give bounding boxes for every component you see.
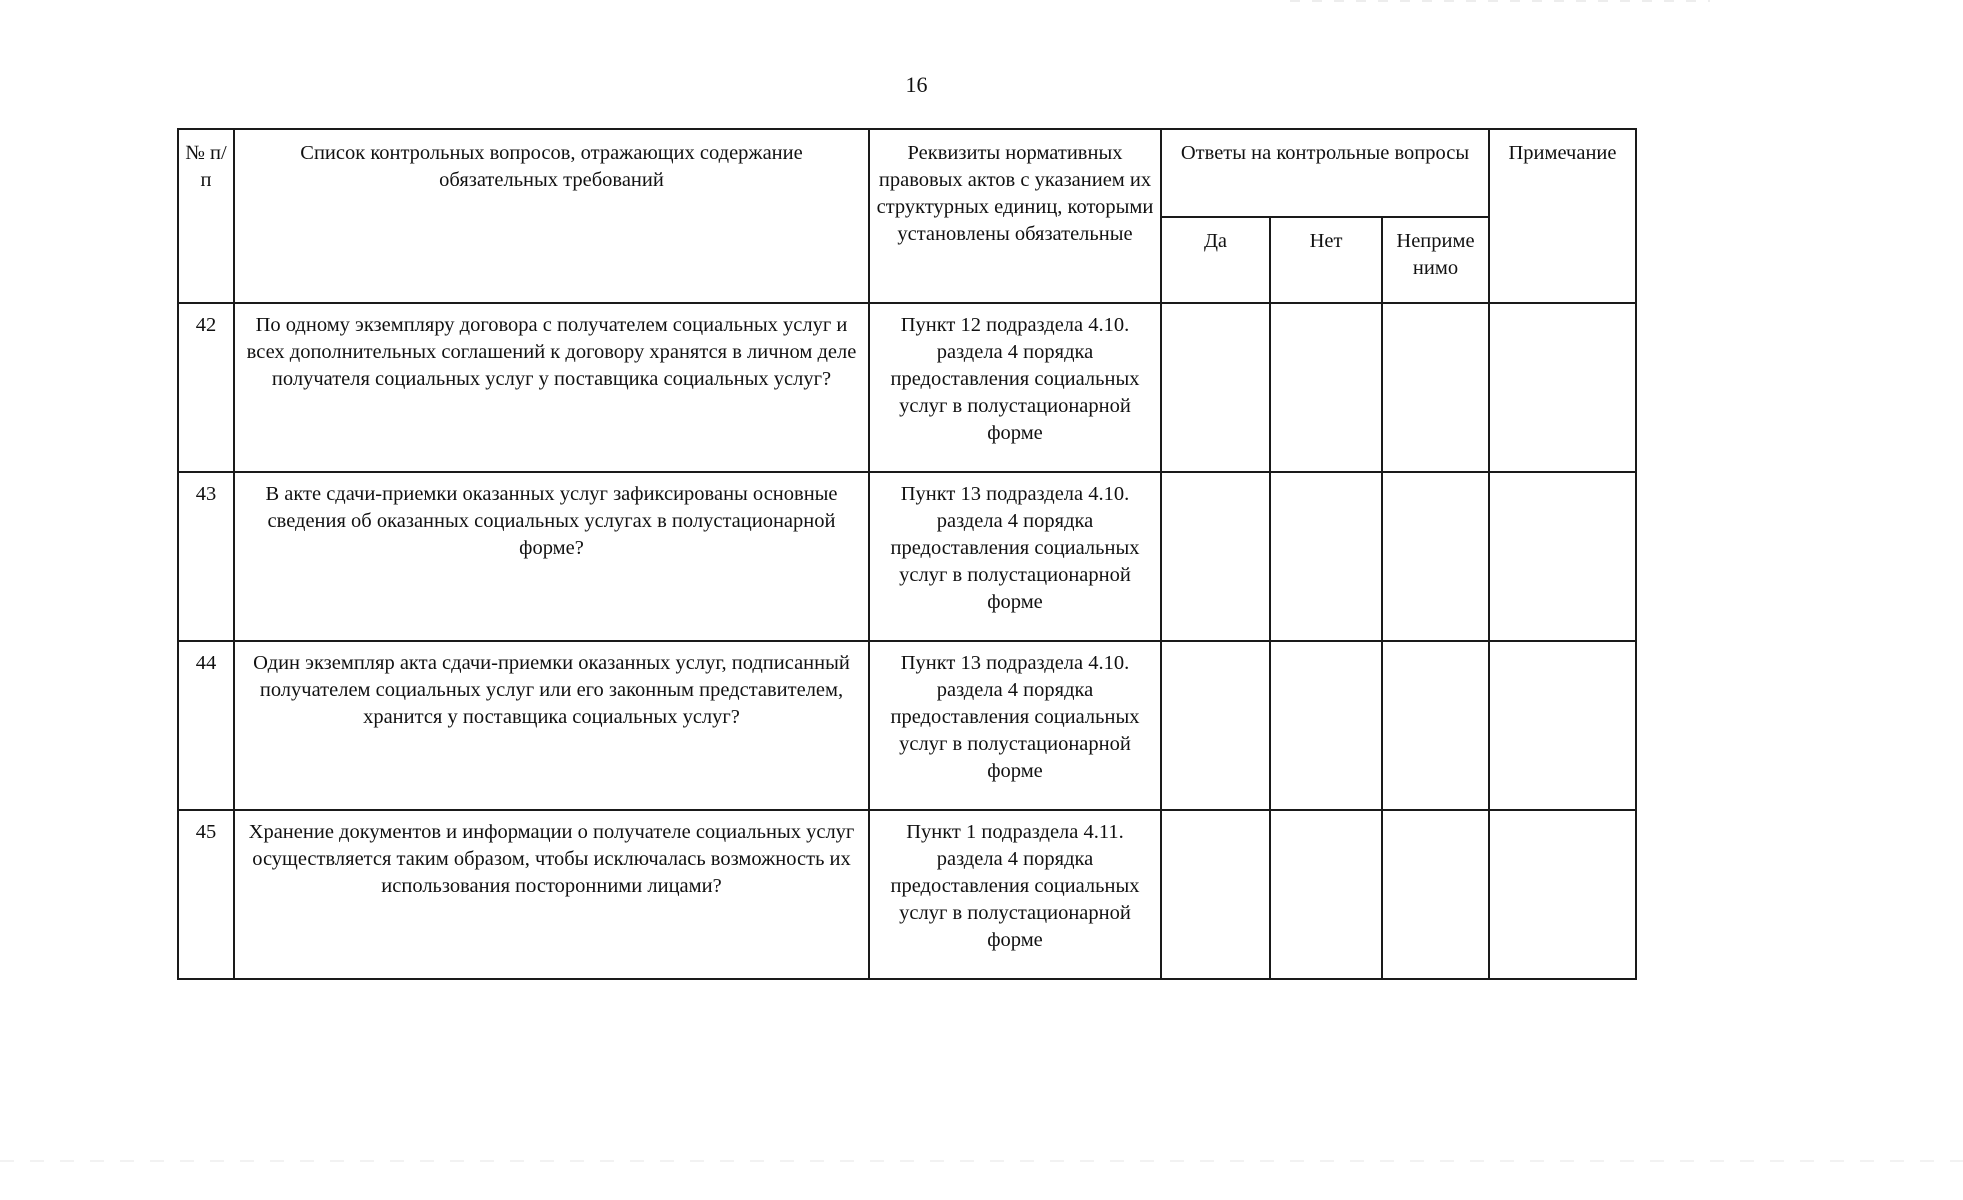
row-number: 44 bbox=[178, 641, 234, 810]
row-question: По одному экземпляру договора с получателем социальных услуг и всех дополнительных соглашений к договору хранятся в личном деле получателя социальных услуг у поставщика социальных услуг? bbox=[234, 303, 869, 472]
answer-yes-cell bbox=[1161, 303, 1270, 472]
page-number: 16 bbox=[905, 72, 928, 97]
row-number: 45 bbox=[178, 810, 234, 979]
answer-na-cell bbox=[1382, 641, 1489, 810]
header-no: Нет bbox=[1270, 217, 1382, 303]
row-reference: Пункт 12 подраздела 4.10. раздела 4 порядка предоставления социальных услуг в полустационарной форме bbox=[869, 303, 1161, 472]
row-number: 42 bbox=[178, 303, 234, 472]
header-answers: Ответы на контрольные вопросы bbox=[1161, 129, 1489, 217]
table-row bbox=[178, 303, 1636, 472]
note-cell bbox=[1489, 810, 1636, 979]
header-note: Примечание bbox=[1489, 129, 1636, 303]
row-reference: Пункт 13 подраздела 4.10. раздела 4 порядка предоставления социальных услуг в полустационарной форме bbox=[869, 641, 1161, 810]
row-number: 43 bbox=[178, 472, 234, 641]
header-norm-text: Реквизиты нормативных правовых актов с указанием их структурных единиц, которыми установлены обязательные bbox=[876, 142, 1154, 245]
table-row bbox=[178, 641, 1636, 810]
note-cell bbox=[1489, 641, 1636, 810]
answer-na-cell bbox=[1382, 810, 1489, 979]
answer-yes-cell bbox=[1161, 472, 1270, 641]
note-cell bbox=[1489, 303, 1636, 472]
row-question: В акте сдачи-приемки оказанных услуг зафиксированы основные сведения об оказанных социальных услугах в полустационарной форме? bbox=[234, 472, 869, 641]
checklist-table bbox=[177, 128, 1637, 980]
header-norm bbox=[869, 129, 1161, 303]
header-na: Неприме нимо bbox=[1382, 217, 1489, 303]
answer-na-cell bbox=[1382, 303, 1489, 472]
answer-yes-cell bbox=[1161, 641, 1270, 810]
header-question: Список контрольных вопросов, отражающих содержание обязательных требований bbox=[234, 129, 869, 303]
scan-artifact-bottom bbox=[0, 1160, 1963, 1162]
header-yes: Да bbox=[1161, 217, 1270, 303]
answer-no-cell bbox=[1270, 303, 1382, 472]
scan-artifact-top bbox=[1290, 0, 1710, 2]
answer-no-cell bbox=[1270, 641, 1382, 810]
answer-na-cell bbox=[1382, 472, 1489, 641]
header-row bbox=[178, 129, 1636, 217]
row-reference: Пункт 1 подраздела 4.11. раздела 4 порядка предоставления социальных услуг в полустационарной форме bbox=[869, 810, 1161, 979]
table-row bbox=[178, 810, 1636, 979]
header-num: № п/п bbox=[178, 129, 234, 303]
answer-yes-cell bbox=[1161, 810, 1270, 979]
table-row bbox=[178, 472, 1636, 641]
answer-no-cell bbox=[1270, 810, 1382, 979]
row-question: Хранение документов и информации о получателе социальных услуг осуществляется таким образом, чтобы исключалась возможность их использования посторонними лицами? bbox=[234, 810, 869, 979]
note-cell bbox=[1489, 472, 1636, 641]
answer-no-cell bbox=[1270, 472, 1382, 641]
row-question: Один экземпляр акта сдачи-приемки оказанных услуг, подписанный получателем социальных услуг или его законным представителем, хранится у поставщика социальных услуг? bbox=[234, 641, 869, 810]
row-reference: Пункт 13 подраздела 4.10. раздела 4 порядка предоставления социальных услуг в полустационарной форме bbox=[869, 472, 1161, 641]
